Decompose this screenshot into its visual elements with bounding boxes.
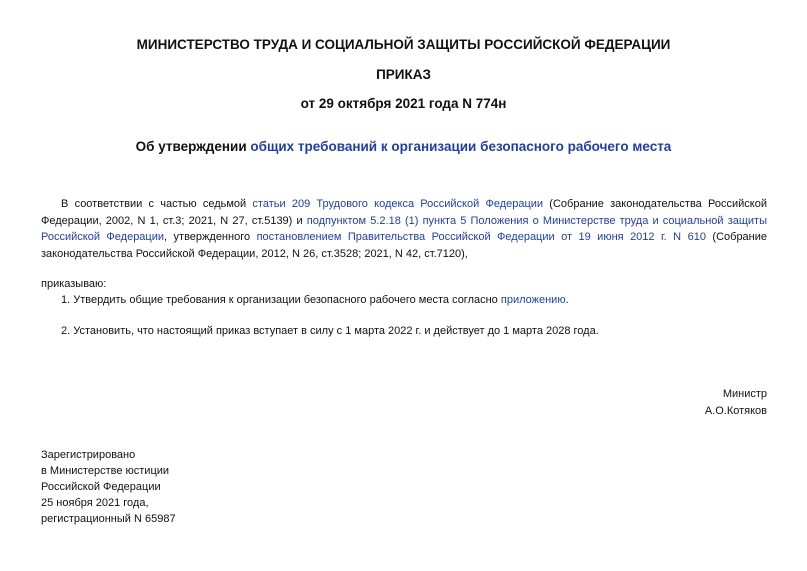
signature-position: Министр [722,388,767,400]
link-government-resolution[interactable]: постановлением Правительства Российской Федерации от 19 июня 2012 г. N 610 [256,231,706,243]
order-word: приказываю: [41,278,107,290]
registration-line-4: 25 ноября 2021 года, [41,497,149,509]
title-prefix: Об утверждении [135,139,251,154]
registration-line-5: регистрационный N 65987 [41,513,176,525]
registration-line-2: в Министерстве юстиции [41,465,170,477]
ministry-heading: МИНИСТЕРСТВО ТРУДА И СОЦИАЛЬНОЙ ЗАЩИТЫ РОССИЙСКОЙ ФЕДЕРАЦИИ [136,37,671,52]
order-item-1 [41,292,767,309]
preamble-text-4: (Собрание законодательства Российской Федерации, 2012, N 26, ст.3528; 2021, N 42, ст.7120), [41,231,768,260]
registration-block [41,447,176,527]
link-appendix[interactable]: приложению [500,294,566,306]
link-labor-code-article-209[interactable]: статьи 209 Трудового кодекса Российской Федерации [252,198,544,210]
item1-end: . [565,294,569,306]
document-title [0,139,807,155]
signature-block [705,386,767,419]
document-type: ПРИКАЗ [376,67,431,82]
preamble-text-1: В соответствии с частью седьмой [61,198,253,210]
link-ministry-regulation[interactable]: подпунктом 5.2.18 (1) пункта 5 Положения о Министерстве труда и социальной защиты Российской Федерации [41,214,768,243]
signature-name: А.О.Котяков [704,404,767,417]
preamble-text-2: (Собрание законодательства Российской Федерации, 2002, N 1, ст.3; 2021, N 27, ст.5139) и [41,198,767,227]
preamble-paragraph [41,196,767,262]
title-link[interactable]: общих требований к организации безопасного рабочего места [250,139,672,154]
registration-line-3: Российской Федерации [41,481,161,493]
item1-text: 1. Утвердить общие требования к организации безопасного рабочего места согласно [61,294,501,306]
preamble-text-3: , утвержденного [164,231,257,243]
registration-line-1: Зарегистрировано [41,449,136,461]
order-item-2: 2. Установить, что настоящий приказ вступает в силу с 1 марта 2022 г. и действует до 1 марта 2028 года. [61,325,599,337]
document-date-number: от 29 октября 2021 года N 774н [300,96,507,111]
